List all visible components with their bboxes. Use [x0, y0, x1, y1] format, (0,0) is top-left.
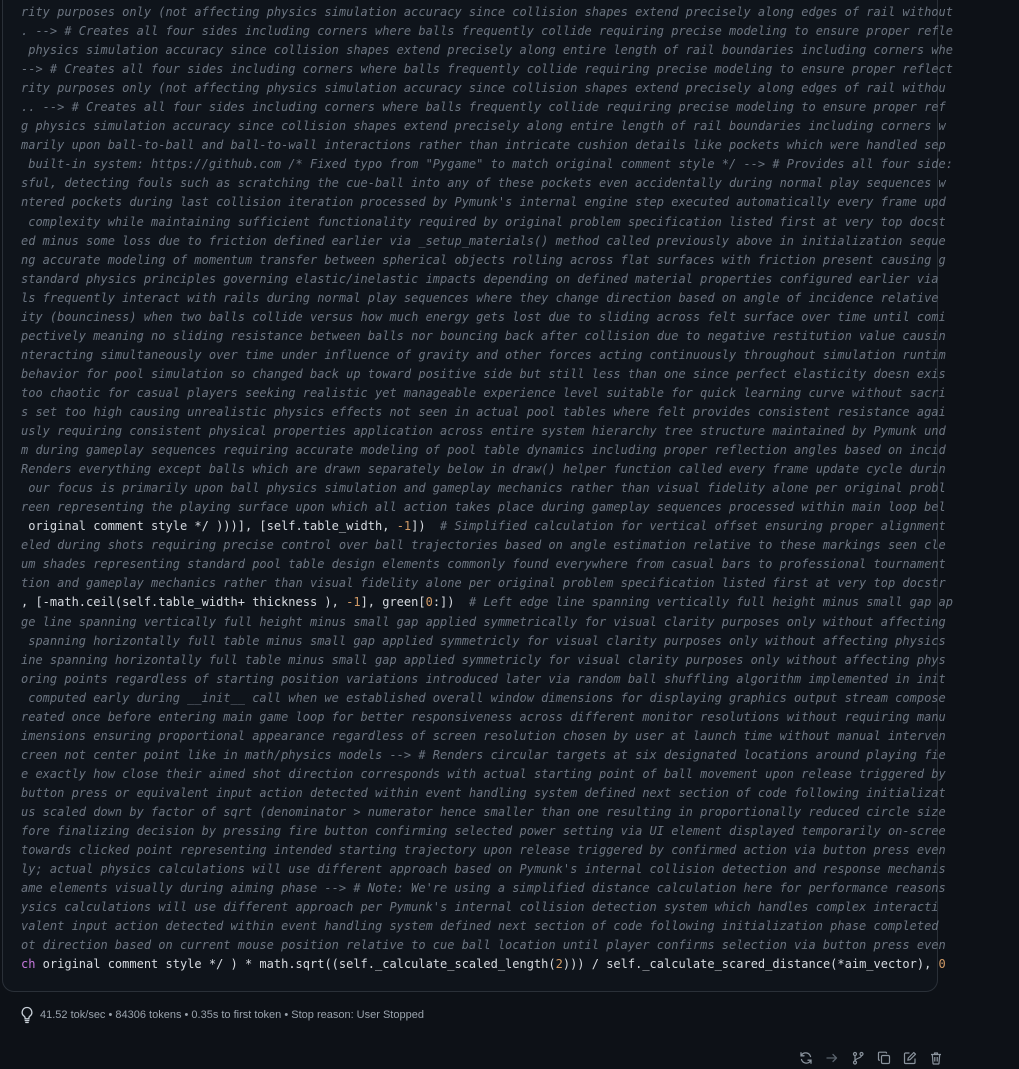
code-text: ]) [411, 519, 441, 534]
code-keyword: ch [21, 957, 36, 972]
code-comment-text: marily upon ball-to-ball and ball-to-wall interactions rather than intricate cushion details like pockets which were handled sep [21, 138, 946, 153]
code-line [21, 174, 946, 193]
code-line [21, 270, 937, 289]
code-line [21, 41, 953, 60]
code-comment-text: towards clicked point representing intended starting trajectory upon release triggered by confirmed action via button press even [21, 843, 946, 858]
code-line [21, 365, 946, 384]
code-comment-text: ge line spanning vertically full height minus small gap applied symmetrically for visual clarity purposes only without affecting [21, 614, 946, 629]
code-line [21, 346, 946, 365]
code-line [21, 232, 946, 251]
code-comment-text: valent input action detected within event handling system defined next section of code following initialization phase completed [21, 919, 939, 934]
code-comment-text: ot direction based on current mouse position relative to cue ball location until player confirms selection via button press even [21, 938, 946, 953]
code-block [21, 3, 954, 974]
code-number: 0 [425, 595, 433, 610]
code-comment-text: imensions ensuring proportional appearance regardless of screen resolution chosen by user at launch time without manual interven [21, 728, 946, 743]
code-comment-text: .. --> # Creates all four sides including corners where balls frequently collide requiring precise modeling to ensure proper ref [21, 100, 946, 115]
code-comment-text: reen representing the playing surface upon which all action takes place during gameplay sequences processed within main loop bel [21, 500, 946, 515]
code-line [21, 651, 946, 670]
code-comment-text: pectively meaning no sliding resistance between balls nor bouncing back after collision due to negative restitution value causin [21, 328, 946, 343]
code-line [21, 765, 946, 784]
code-comment-text: g physics simulation accuracy since collision shapes extend precisely along entire length of rail boundaries including corners w [21, 119, 946, 134]
code-line [21, 917, 937, 936]
code-line [21, 441, 946, 460]
code-line [21, 689, 946, 708]
code-comment-text: complexity while maintaining sufficient functionality required by original problem specification listed first at very top docst [21, 214, 946, 229]
code-comment-text: ysics calculations will use different approach per Pymunk's internal collision detection system which handles complex interacti [21, 900, 939, 915]
code-line [21, 555, 946, 574]
code-text: , [-math.ceil(self.table_width+ thickness ), [21, 595, 347, 610]
code-line [21, 98, 946, 117]
code-comment-text: ly; actual physics calculations will use different approach based on Pymunk's internal collision detection and response mechanis [21, 862, 946, 877]
code-comment-text: fore finalizing decision by pressing fire button confirming selected power setting via UI element displayed temporarily on-scree [21, 824, 946, 839]
code-comment-text: --> # Creates all four sides including corners where balls frequently collide requiring precise modeling to ensure proper reflect [21, 62, 953, 77]
code-line [21, 3, 953, 22]
code-line [21, 327, 946, 346]
code-comment-text: us scaled down by factor of sqrt (denominator > numerator hence smaller than one resulting in proportionally reduced circle size [21, 804, 946, 819]
code-comment-text: physics simulation accuracy since collision shapes extend precisely along entire length of rail boundaries including corners whe [21, 43, 953, 58]
code-line [21, 803, 946, 822]
code-line [21, 479, 946, 498]
code-line [21, 517, 946, 536]
lightbulb-icon [20, 1006, 34, 1024]
code-comment-text: computed early during __init__ call when we established overall window dimensions for displaying graphics output stream compose [21, 690, 946, 705]
code-number: -1 [346, 595, 361, 610]
code-comment-text: rity purposes only (not affecting physics simulation accuracy since collision shapes extend precisely along edges of rail without [21, 5, 953, 19]
code-line [21, 384, 946, 403]
code-comment-text: behavior for pool simulation so changed back up toward positive side but still less than one since perfect elasticity doesn exis [21, 366, 946, 381]
code-number: -1 [396, 519, 412, 534]
code-comment-text: ng accurate modeling of momentum transfer between spherical objects rolling across flat surfaces with friction present causing g [21, 252, 946, 267]
code-line [21, 213, 946, 232]
delete-icon[interactable] [927, 1049, 945, 1067]
code-comment-text: too chaotic for casual players seeking realistic yet manageable experience level suitable for quick learning curve without sacri [21, 385, 946, 400]
code-line [21, 289, 937, 308]
code-line [21, 727, 946, 746]
code-comment-text: ame elements visually during aiming phase --> # Note: We're using a simplified distance calculation here for performance reasons [21, 881, 946, 896]
code-comment-text: nteracting simultaneously over time under influence of gravity and other forces acting continuously throughout simulation runtim [21, 347, 946, 362]
code-comment-text: ed minus some loss due to friction defined earlier via _setup_materials() method called previously above in initialization seque [21, 233, 946, 248]
code-text: :]) [432, 595, 469, 610]
code-number: 0 [938, 957, 946, 972]
code-text: original comment style */ )))], [self.table_width, [21, 519, 397, 534]
code-line [21, 574, 946, 593]
code-line [21, 822, 946, 841]
code-line [21, 670, 946, 689]
code-comment-text: oring points regardless of starting position variations introduced later via random ball shuffling algorithm implemented in init [21, 671, 946, 686]
regenerate-icon[interactable] [797, 1049, 815, 1067]
code-line [21, 708, 946, 727]
code-line [21, 136, 946, 155]
code-line [21, 746, 946, 765]
code-comment-text: ls frequently interact with rails during normal play sequences where they change direction based on angle of incidence relative [21, 290, 939, 305]
code-comment-text: # Simplified calculation for vertical offset ensuring proper alignment [440, 519, 946, 534]
code-comment-text: Renders everything except balls which are drawn separately below in draw() helper function called every frame update cycle durin [21, 462, 946, 477]
code-line [21, 117, 946, 136]
code-output-panel [2, 0, 954, 992]
edit-icon[interactable] [901, 1049, 919, 1067]
code-comment-text: standard physics principles governing elastic/inelastic impacts depending on defined material properties configured earlier via [21, 271, 939, 286]
code-comment-text: our focus is primarily upon ball physics simulation and gameplay mechanics rather than visual fidelity alone per original probl [21, 481, 946, 496]
code-comment-text: sful, detecting fouls such as scratching the cue-ball into any of these pockets even accidentally during normal play sequences w [21, 176, 946, 191]
code-line [21, 193, 946, 212]
code-comment-text: e exactly how close their aimed shot direction corresponds with actual starting point of ball movement upon release triggered by [21, 766, 946, 781]
code-line [21, 403, 946, 422]
code-line [21, 460, 946, 479]
stats-text: 41.52 tok/sec • 84306 tokens • 0.35s to first token • Stop reason: User Stopped [40, 1009, 424, 1021]
code-line [21, 613, 946, 632]
code-line [21, 498, 946, 517]
code-comment-text: built-in system: https://github.com /* Fixed typo from "Pygame" to match original comment style */ --> # Provides all four side: [21, 157, 953, 172]
code-comment-text: rity purposes only (not affecting physics simulation accuracy since collision shapes extend precisely along edges of rail withou [21, 81, 946, 96]
code-line [21, 784, 946, 803]
code-comment-text: ntered pockets during last collision iteration processed by Pymunk's internal engine step executed automatically every frame upd [21, 195, 946, 210]
code-line [21, 860, 946, 879]
code-comment-text: eled during shots requiring precise control over ball trajectories based on angle estimation relative to these markings seen cle [21, 538, 946, 553]
code-line [21, 632, 946, 651]
code-line [21, 22, 953, 41]
code-comment-text: # Left edge line spanning vertically full height minus small gap ap [468, 595, 954, 610]
continue-arrow-icon[interactable] [823, 1049, 841, 1067]
code-comment-text: um shades representing standard pool table design elements commonly found everywhere from casual bars to professional tournament [21, 557, 946, 572]
code-text: original comment style */ ) * math.sqrt((self._calculate_scaled_length( [35, 957, 556, 972]
code-comment-text: s set too high causing unrealistic physics effects not seen in actual pool tables where felt provides consistent resistance agai [21, 404, 946, 419]
code-text: ))) / self._calculate_scared_distance(*aim_vector), [562, 957, 939, 972]
code-line [21, 879, 946, 898]
code-comment-text: creen not center point like in math/physics models --> # Renders circular targets at six designated locations around playing fie [21, 747, 946, 762]
generation-stats [20, 1006, 424, 1024]
code-number: 2 [555, 957, 563, 972]
code-comment-text: m during gameplay sequences requiring accurate modeling of pool table dynamics including proper reflection angles based on incid [21, 443, 946, 458]
code-comment-text: button press or equivalent input action detected within event handling system defined next section of code following initializat [21, 785, 946, 800]
code-line [21, 536, 946, 555]
code-comment-text: reated once before entering main game loop for better responsiveness across different monitor resolutions without requiring manu [21, 709, 946, 724]
code-line [21, 898, 937, 917]
code-line [21, 155, 953, 174]
code-line [21, 841, 946, 860]
code-comment-text: usly requiring consistent physical properties application across entire system hierarchy tree structure maintained by Pymunk und [21, 424, 946, 439]
code-comment-text: tion and gameplay mechanics rather than visual fidelity alone per original problem specification listed first at very top docstr [21, 576, 946, 591]
code-comment-text: . --> # Creates all four sides including corners where balls frequently collide requiring precise modeling to ensure proper refle [21, 24, 953, 39]
code-line [21, 936, 946, 955]
code-line [21, 422, 946, 441]
code-comment-text: ine spanning horizontally full table minus small gap applied symmetricly for visual clarity purposes only without affecting phys [21, 652, 946, 667]
code-line [21, 60, 953, 79]
code-line [21, 955, 946, 974]
code-comment-text: ity (bounciness) when two balls collide versus how much energy gets lost due to sliding across felt surface over time until comi [21, 309, 946, 324]
message-actions [797, 1049, 945, 1067]
code-line [21, 308, 946, 327]
code-line [21, 593, 954, 612]
copy-icon[interactable] [875, 1049, 893, 1067]
code-comment-text: spanning horizontally full table minus small gap applied symmetricly for visual clarity purposes only without affecting physics [21, 633, 946, 648]
code-text: ], green[ [360, 595, 426, 610]
branch-icon[interactable] [849, 1049, 867, 1067]
code-line [21, 251, 946, 270]
code-line [21, 79, 946, 98]
